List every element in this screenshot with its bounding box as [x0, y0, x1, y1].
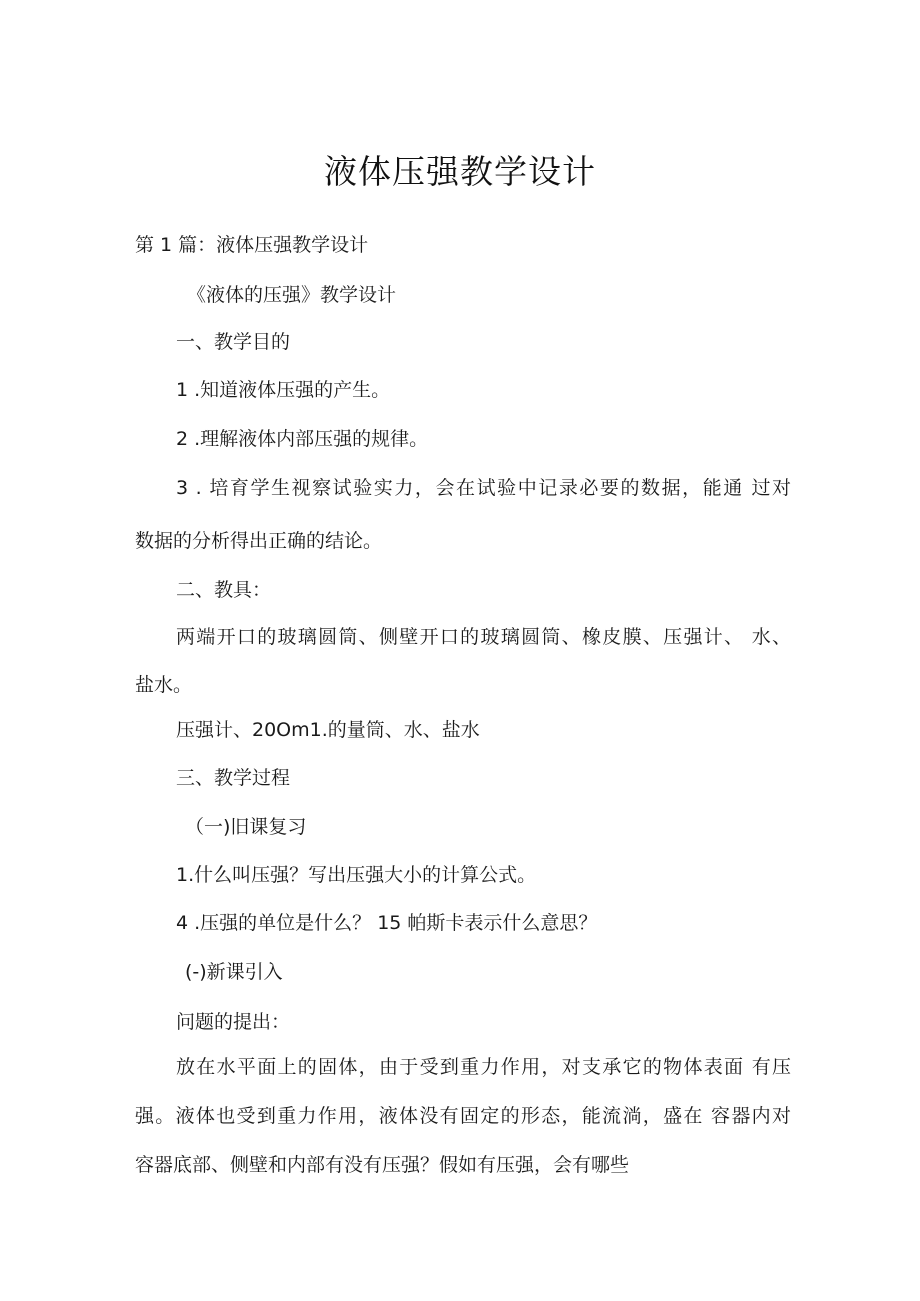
paragraph-line: 问题的提出： [176, 1011, 291, 1033]
paragraph-line: 盐水。 [135, 674, 193, 696]
paragraph-line: 放在水平面上的固体，由于受到重力作用，对支承它的物体表面 有压 [176, 1056, 791, 1078]
section-heading-tools: 二、教具： [176, 579, 272, 601]
objective-item: 3 . 培育学生视察试验实力，会在试验中记录必要的数据，能通 过对 [176, 477, 791, 499]
paragraph-line: 强。液体也受到重力作用，液体没有固定的形态，能流淌，盛在 容器内对 [135, 1105, 791, 1127]
review-question: 1.什么叫压强？写出压强大小的计算公式。 [176, 864, 537, 886]
paragraph-line: 压强计、20Om1.的量筒、水、盐水 [176, 719, 480, 741]
section-heading-objectives: 一、教学目的 [176, 331, 291, 353]
paragraph-line: 容器底部、侧壁和内部有没有压强？假如有压强，会有哪些 [135, 1154, 630, 1176]
subsection-heading: (-)新课引入 [185, 961, 283, 983]
review-question: 4 .压强的单位是什么？ 15 帕斯卡表示什么意思？ [176, 912, 598, 934]
objective-item: 2 .理解液体内部压强的规律。 [176, 428, 429, 450]
lesson-title: 《液体的压强》教学设计 [187, 284, 397, 306]
paragraph-line: 两端开口的玻璃圆筒、侧壁开口的玻璃圆筒、橡皮膜、压强计、 水、 [176, 626, 791, 648]
section-heading-process: 三、教学过程 [176, 767, 291, 789]
subsection-heading: （一)旧课复习 [185, 816, 307, 838]
objective-item: 1 .知道液体压强的产生。 [176, 379, 391, 401]
document-title: 液体压强教学设计 [324, 152, 596, 191]
part-heading: 第 1 篇：液体压强教学设计 [135, 234, 369, 256]
paragraph-line: 数据的分析得出正确的结论。 [135, 530, 383, 552]
